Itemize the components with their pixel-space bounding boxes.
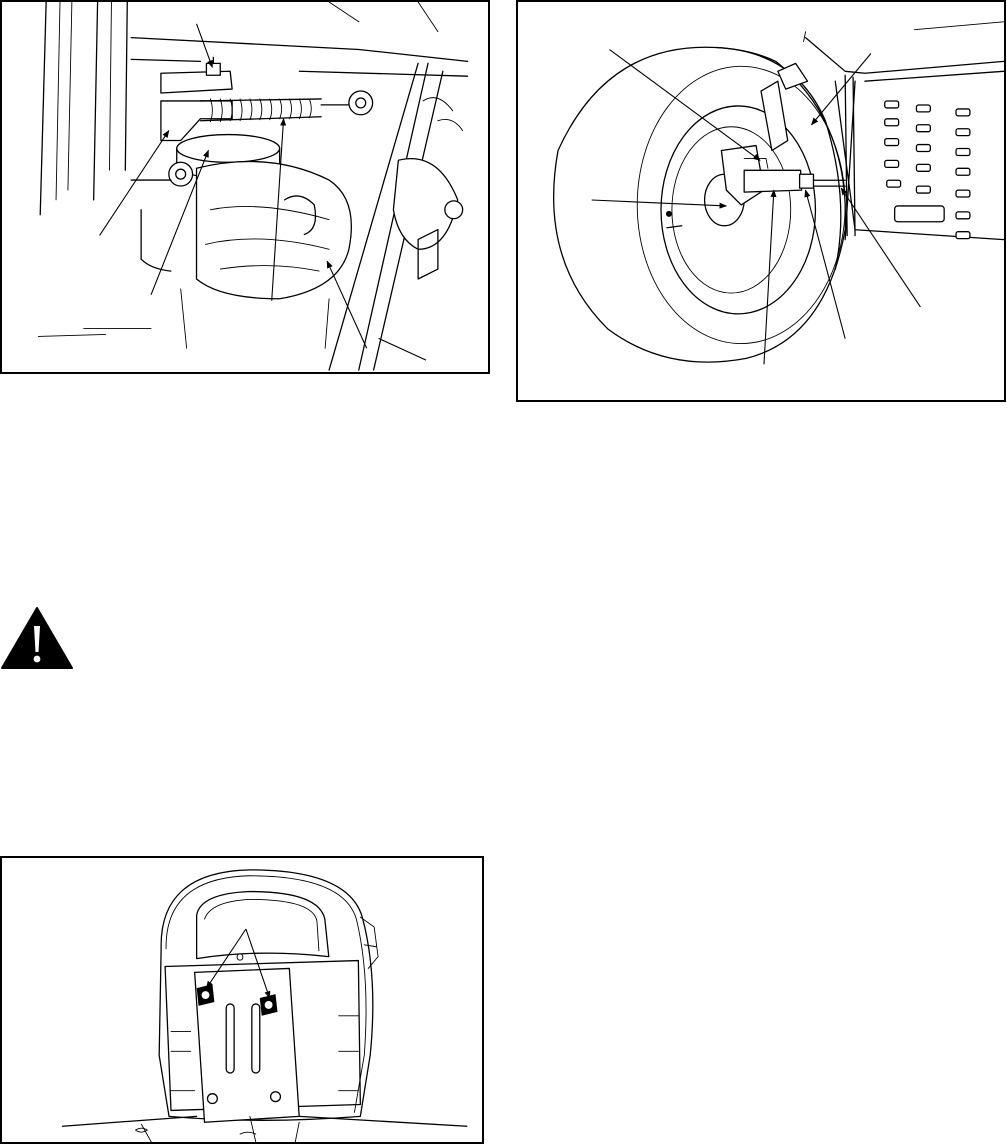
- seat-adjustment-figure: [0, 856, 484, 1144]
- warning-triangle-icon: [0, 606, 74, 670]
- brake-assembly-figure: [0, 0, 490, 374]
- wheel-hub-figure: [516, 0, 1006, 402]
- seat-panel-mark: O: [236, 952, 244, 964]
- wheel-hub-illustration: [518, 2, 1004, 400]
- wheel-callout-leaders: [592, 50, 921, 365]
- seat-adjustment-illustration: [2, 858, 482, 1142]
- brake-assembly-illustration: [2, 2, 488, 372]
- vent-slots: [885, 101, 970, 239]
